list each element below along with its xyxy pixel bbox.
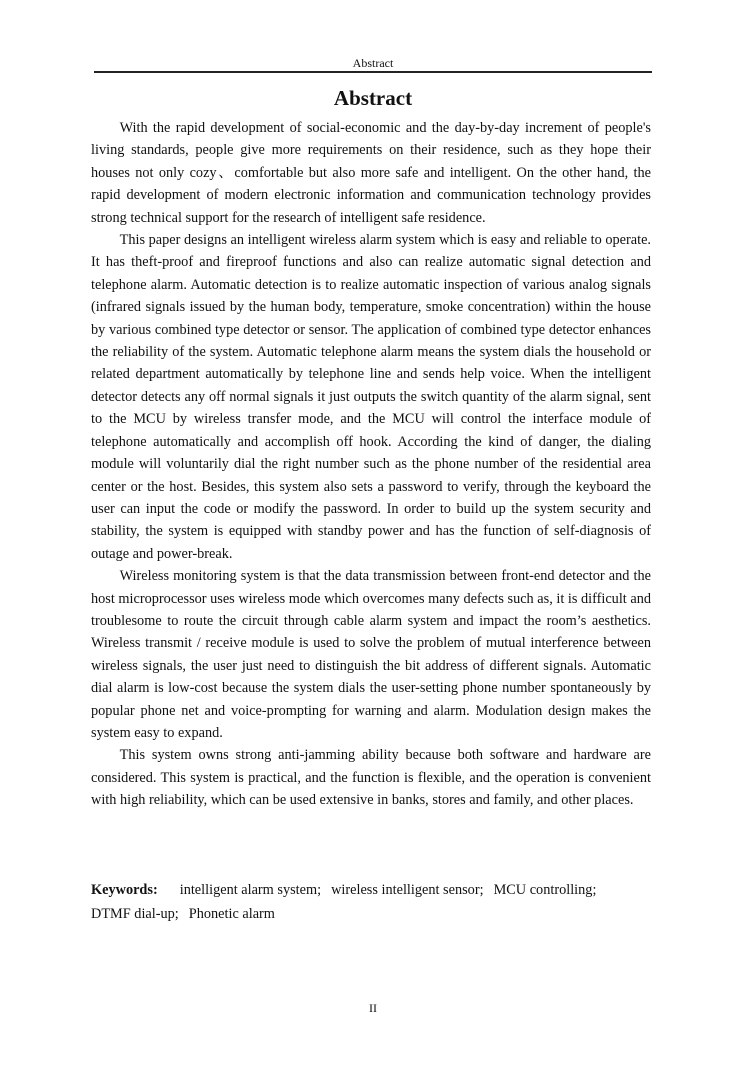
abstract-paragraph-3: Wireless monitoring system is that the data transmission between front-end detector and the host microprocessor uses wireless mode which overcomes many defects such as, it is difficult and troublesome to route the circuit through cable alarm system and impact the room’s aesthetics. Wireless transmit / receive module is used to solve the problem of mutual interference between wireless signals, the user just need to distinguish the bit address of different signals. Automatic dial alarm is low-cost because the system dials the user-setting phone number spontaneously by popular phone net and voice-prompting for warning and alarm. Modulation design makes the system easy to expand. [91, 568, 651, 741]
keyword-item: Phonetic alarm [188, 906, 275, 922]
header-rule [94, 71, 652, 73]
keywords-label: Keywords: [91, 882, 158, 898]
keyword-item: MCU controlling; [493, 882, 597, 898]
abstract-paragraph-2: This paper designs an intelligent wireless alarm system which is easy and reliable to operate. It has theft-proof and fireproof functions and also can realize automatic signal detection and telephone alarm. Automatic detection is to realize automatic inspection of various analog signals (infrared signals issued by the human body, temperature, smoke concentration) within the house by various combined type detector or sensor. The application of combined type detector enhances the reliability of the system. Automatic telephone alarm means the system dials the household or related department automatically by telephone line and sends help voice. When the intelligent detector detects any off normal signals it just outputs the switch quantity of the alarm signal, sent to the MCU by wireless transfer mode, and the MCU will control the interface module of telephone automatically and accomplish off hook. According the kind of danger, the dialing module will voluntarily dial the right number such as the phone number of the residential area center or the host. Besides, this system also sets a password to verify, through the keyboard the user can input the code or modify the password. In order to build up the system security and stability, the system is equipped with standby power and has the function of self-diagnosis of outage and power-break. [91, 232, 651, 562]
running-header: Abstract [352, 56, 394, 70]
keyword-item: wireless intelligent sensor; [331, 882, 484, 898]
abstract-paragraph-4: This system owns strong anti-jamming ability because both software and hardware are considered. This system is practical, and the function is flexible, and the operation is convenient with high reliability, which can be used extensive in banks, stores and family, and other places. [91, 747, 651, 809]
abstract-body [91, 117, 651, 812]
keyword-item: DTMF dial-up; [91, 906, 179, 922]
page-title: Abstract [333, 86, 413, 110]
abstract-paragraph-1: With the rapid development of social-economic and the day-by-day increment of people's living standards, people give more requirements on their residence, such as they hope their houses not only cozy、comfortable but also more safe and intelligent. On the other hand, the rapid development of modern electronic information and communication technology provides strong technical support for the research of intelligent safe residence. [91, 120, 651, 226]
page-number: II [369, 1001, 377, 1015]
keywords-section [91, 878, 651, 926]
keyword-item: intelligent alarm system; [179, 882, 322, 898]
